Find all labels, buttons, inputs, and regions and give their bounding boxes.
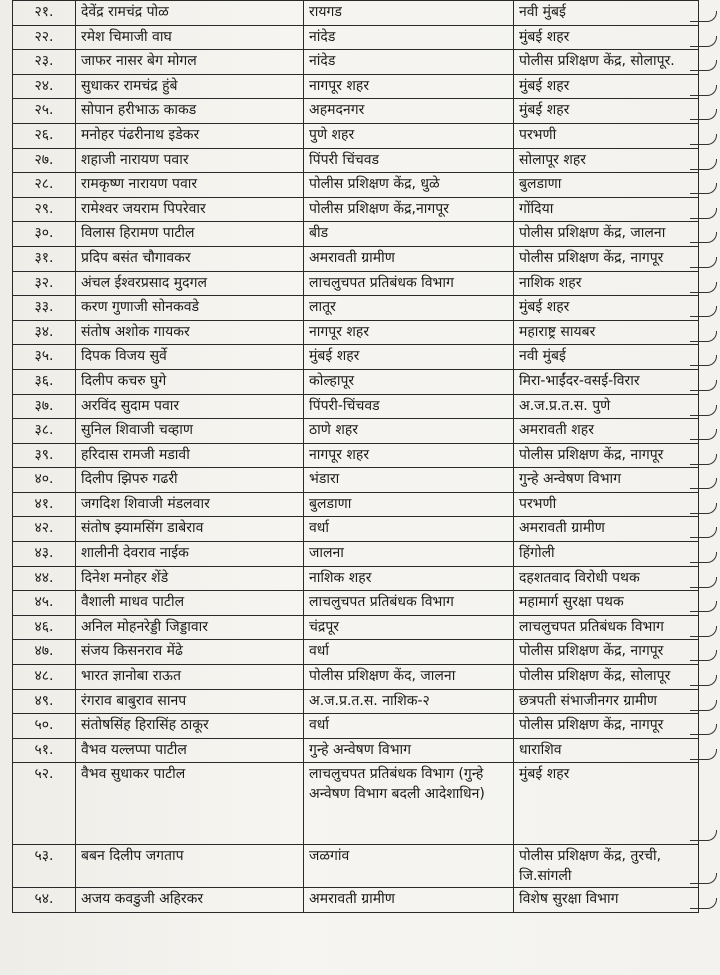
table-row [13,492,699,517]
current-posting-cell: नाशिक शहर [304,566,514,591]
handwritten-tick-mark [690,724,717,735]
new-posting-cell: पोलीस प्रशिक्षण केंद्र, नागपूर [514,443,699,468]
table-body [13,1,699,913]
new-posting-cell: छत्रपती संभाजीनगर ग्रामीण [514,689,699,714]
serial-number-cell: २६. [13,123,76,148]
serial-number-cell: ५३. [13,845,76,888]
officer-name-cell: रमेश चिमाजी वाघ [76,25,304,50]
handwritten-tick-mark [690,898,717,909]
new-posting-cell: अमरावती शहर [514,419,699,444]
handwritten-tick-mark [690,159,717,170]
table-row [13,123,699,148]
new-posting-cell: पोलीस प्रशिक्षण केंद्र, जालना [514,222,699,247]
new-posting-cell: मुंबई शहर [514,296,699,321]
handwritten-tick-mark [690,429,717,440]
officer-name-cell: रामेश्वर जयराम पिपरेवार [76,197,304,222]
handwritten-tick-mark [690,577,717,588]
table-row [13,320,699,345]
handwritten-tick-mark [690,405,717,416]
serial-number-cell: ४२. [13,517,76,542]
serial-number-cell: २५. [13,99,76,124]
officer-name-cell: दिलीप झिपरु गढरी [76,468,304,493]
officer-name-cell: अनिल मोहनरेड्डी जिड्डावार [76,615,304,640]
new-posting-cell: परभणी [514,123,699,148]
serial-number-cell: ३८. [13,419,76,444]
officer-name-cell: विलास हिरामण पाटील [76,222,304,247]
officer-name-cell: सुनिल शिवाजी चव्हाण [76,419,304,444]
officer-name-cell: दिपक विजय सुर्वे [76,345,304,370]
current-posting-cell: ठाणे शहर [304,419,514,444]
serial-number-cell: ४७. [13,640,76,665]
table-row [13,369,699,394]
officer-name-cell: अजय कवडुजी अहिरकर [76,888,304,913]
table-row [13,394,699,419]
serial-number-cell: ४३. [13,542,76,567]
current-posting-cell: नागपूर शहर [304,320,514,345]
handwritten-tick-mark [690,650,717,661]
current-posting-cell: पोलीस प्रशिक्षण केंद्र,नागपूर [304,197,514,222]
new-posting-cell: सोलापूर शहर [514,148,699,173]
officer-name-cell: संतोष अशोक गायकर [76,320,304,345]
new-posting-cell: विशेष सुरक्षा विभाग [514,888,699,913]
current-posting-cell: अहमदनगर [304,99,514,124]
current-posting-cell: जळगांव [304,845,514,888]
table-row [13,443,699,468]
new-posting-cell: पोलीस प्रशिक्षण केंद्र, नागपूर [514,640,699,665]
serial-number-cell: ५२. [13,763,76,845]
handwritten-tick-mark [690,830,717,841]
table-row [13,845,699,888]
serial-number-cell: २४. [13,74,76,99]
current-posting-cell: अमरावती ग्रामीण [304,888,514,913]
new-posting-cell: मुंबई शहर [514,763,699,845]
officer-name-cell: वैभव सुधाकर पाटील [76,763,304,845]
officer-name-cell: वैभव यल्लप्पा पाटील [76,738,304,763]
officer-name-cell: देवेंद्र रामचंद्र पोळ [76,1,304,26]
new-posting-cell: मुंबई शहर [514,99,699,124]
table-row [13,714,699,739]
new-posting-cell: अमरावती ग्रामीण [514,517,699,542]
officer-name-cell: मनोहर पंढरीनाथ इडेकर [76,123,304,148]
current-posting-cell: पिंपरी-चिंचवड [304,394,514,419]
table-row [13,615,699,640]
handwritten-tick-mark [690,109,717,120]
current-posting-cell: वर्धा [304,640,514,665]
current-posting-cell: नागपूर शहर [304,443,514,468]
table-row [13,888,699,913]
serial-number-cell: ३३. [13,296,76,321]
officer-name-cell: हरिदास रामजी मडावी [76,443,304,468]
serial-number-cell: ४६. [13,615,76,640]
table-row [13,197,699,222]
current-posting-cell: चंद्रपूर [304,615,514,640]
current-posting-cell: मुंबई शहर [304,345,514,370]
serial-number-cell: ३४. [13,320,76,345]
handwritten-tick-mark [690,331,717,342]
current-posting-cell: लाचलुचपत प्रतिबंधक विभाग (गुन्हे अन्वेषण विभाग बदली आदेशाधिन) [304,763,514,845]
officer-name-cell: संतोष झ्यामसिंग डाबेराव [76,517,304,542]
current-posting-cell: नांदेड [304,50,514,75]
current-posting-cell: बीड [304,222,514,247]
serial-number-cell: ५१. [13,738,76,763]
new-posting-cell: परभणी [514,492,699,517]
new-posting-cell: पोलीस प्रशिक्षण केंद्र, तुरची, जि.सांगली [514,845,699,888]
table-row [13,640,699,665]
serial-number-cell: ३०. [13,222,76,247]
officer-name-cell: जाफर नासर बेग मोगल [76,50,304,75]
serial-number-cell: ४०. [13,468,76,493]
serial-number-cell: २३. [13,50,76,75]
officer-name-cell: बबन दिलीप जगताप [76,845,304,888]
table-row [13,665,699,690]
table-row [13,50,699,75]
table-row [13,419,699,444]
officer-name-cell: वैशाली माधव पाटील [76,591,304,616]
table-row [13,345,699,370]
new-posting-cell: नवी मुंबई [514,1,699,26]
current-posting-cell: पोलीस प्रशिक्षण केंद्र, धुळे [304,173,514,198]
table-row [13,1,699,26]
table-row [13,517,699,542]
new-posting-cell: गोंदिया [514,197,699,222]
handwritten-tick-mark [690,11,717,22]
officer-name-cell: अरविंद सुदाम पवार [76,394,304,419]
serial-number-cell: ४८. [13,665,76,690]
new-posting-cell: नवी मुंबई [514,345,699,370]
new-posting-cell: पोलीस प्रशिक्षण केंद्र, सोलापूर. [514,50,699,75]
table-row [13,566,699,591]
handwritten-tick-mark [690,282,717,293]
serial-number-cell: २९. [13,197,76,222]
new-posting-cell: गुन्हे अन्वेषण विभाग [514,468,699,493]
current-posting-cell: वर्धा [304,714,514,739]
handwritten-tick-mark [690,700,717,711]
new-posting-cell: लाचलुचपत प्रतिबंधक विभाग [514,615,699,640]
current-posting-cell: लातूर [304,296,514,321]
serial-number-cell: ३५. [13,345,76,370]
new-posting-cell: महामार्ग सुरक्षा पथक [514,591,699,616]
current-posting-cell: जालना [304,542,514,567]
new-posting-cell: धाराशिव [514,738,699,763]
officer-name-cell: रामकृष्ण नारायण पवार [76,173,304,198]
officer-name-cell: दिनेश मनोहर शेंडे [76,566,304,591]
table-row [13,763,699,845]
serial-number-cell: ३७. [13,394,76,419]
officer-name-cell: संतोषसिंह हिरासिंह ठाकूर [76,714,304,739]
handwritten-tick-mark [690,232,717,243]
officer-name-cell: करण गुणाजी सोनकवडे [76,296,304,321]
handwritten-tick-mark [690,601,717,612]
handwritten-tick-mark [690,208,717,219]
table-row [13,25,699,50]
serial-number-cell: ४५. [13,591,76,616]
current-posting-cell: लाचलुचपत प्रतिबंधक विभाग [304,591,514,616]
officer-name-cell: भारत ज्ञानोबा राऊत [76,665,304,690]
current-posting-cell: नांदेड [304,25,514,50]
current-posting-cell: भंडारा [304,468,514,493]
new-posting-cell: पोलीस प्रशिक्षण केंद्र, नागपूर [514,246,699,271]
table-row [13,173,699,198]
handwritten-tick-mark [690,134,717,145]
current-posting-cell: बुलडाणा [304,492,514,517]
new-posting-cell: पोलीस प्रशिक्षण केंद्र, सोलापूर [514,665,699,690]
handwritten-tick-mark [690,380,717,391]
table-row [13,591,699,616]
serial-number-cell: ४१. [13,492,76,517]
handwritten-tick-mark [690,626,717,637]
serial-number-cell: ४९. [13,689,76,714]
serial-number-cell: ५४. [13,888,76,913]
current-posting-cell: नागपूर शहर [304,74,514,99]
serial-number-cell: ३६. [13,369,76,394]
table-row [13,148,699,173]
new-posting-cell: पोलीस प्रशिक्षण केंद्र, नागपूर [514,714,699,739]
new-posting-cell: नाशिक शहर [514,271,699,296]
officer-name-cell: संजय किसनराव मेंढे [76,640,304,665]
handwritten-tick-mark [690,503,717,514]
officer-name-cell: अंचल ईश्वरप्रसाद मुदगल [76,271,304,296]
handwritten-tick-mark [690,675,717,686]
current-posting-cell: पुणे शहर [304,123,514,148]
current-posting-cell: पिंपरी चिंचवड [304,148,514,173]
handwritten-tick-mark [690,355,717,366]
new-posting-cell: दहशतवाद विरोधी पथक [514,566,699,591]
new-posting-cell: महाराष्ट्र सायबर [514,320,699,345]
handwritten-tick-mark [690,749,717,760]
table-row [13,296,699,321]
handwritten-tick-mark [690,306,717,317]
new-posting-cell: मुंबई शहर [514,74,699,99]
handwritten-tick-mark [690,85,717,96]
serial-number-cell: २८. [13,173,76,198]
table-row [13,542,699,567]
officer-name-cell: रंगराव बाबुराव सानप [76,689,304,714]
new-posting-cell: बुलडाणा [514,173,699,198]
new-posting-cell: मिरा-भाईंदर-वसई-विरार [514,369,699,394]
serial-number-cell: ५०. [13,714,76,739]
handwritten-tick-mark [690,454,717,465]
margin-tick-marks [690,0,720,975]
table-row [13,246,699,271]
officer-name-cell: प्रदिप बसंत चौगावकर [76,246,304,271]
serial-number-cell: २१. [13,1,76,26]
handwritten-tick-mark [690,478,717,489]
officer-name-cell: जगदिश शिवाजी मंडलवार [76,492,304,517]
handwritten-tick-mark [690,60,717,71]
table-row [13,74,699,99]
transfer-table [12,0,699,913]
serial-number-cell: ३१. [13,246,76,271]
serial-number-cell: ३९. [13,443,76,468]
current-posting-cell: कोल्हापूर [304,369,514,394]
serial-number-cell: ३२. [13,271,76,296]
serial-number-cell: ४४. [13,566,76,591]
handwritten-tick-mark [690,183,717,194]
table-row [13,468,699,493]
current-posting-cell: लाचलुचपत प्रतिबंधक विभाग [304,271,514,296]
table-row [13,689,699,714]
handwritten-tick-mark [690,527,717,538]
new-posting-cell: अ.ज.प्र.त.स. पुणे [514,394,699,419]
current-posting-cell: पोलीस प्रशिक्षण केंद, जालना [304,665,514,690]
serial-number-cell: २७. [13,148,76,173]
officer-name-cell: सुधाकर रामचंद्र हुंबे [76,74,304,99]
handwritten-tick-mark [690,873,717,884]
current-posting-cell: अ.ज.प्र.त.स. नाशिक-२ [304,689,514,714]
handwritten-tick-mark [690,552,717,563]
table-row [13,271,699,296]
officer-name-cell: शालीनी देवराव नाईक [76,542,304,567]
table-row [13,738,699,763]
current-posting-cell: वर्धा [304,517,514,542]
officer-name-cell: सोपान हरीभाऊ काकड [76,99,304,124]
current-posting-cell: गुन्हे अन्वेषण विभाग [304,738,514,763]
table-row [13,222,699,247]
serial-number-cell: २२. [13,25,76,50]
handwritten-tick-mark [690,36,717,47]
new-posting-cell: हिंगोली [514,542,699,567]
officer-name-cell: दिलीप कचरु घुगे [76,369,304,394]
table-row [13,99,699,124]
current-posting-cell: रायगड [304,1,514,26]
new-posting-cell: मुंबई शहर [514,25,699,50]
current-posting-cell: अमरावती ग्रामीण [304,246,514,271]
handwritten-tick-mark [690,257,717,268]
officer-name-cell: शहाजी नारायण पवार [76,148,304,173]
